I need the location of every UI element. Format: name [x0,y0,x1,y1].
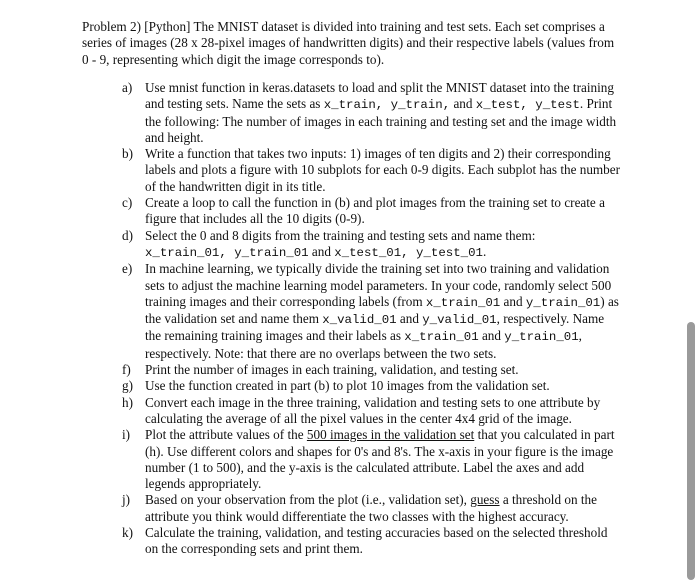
task-f-marker: f) [122,362,131,378]
task-j-text-2: a threshold on the attribute you think would differentiate the two classes with the highest accuracy. [145,492,597,524]
task-h-text-1: Convert each image in the three training, validation and testing sets to one attribute by calculating the average of all the pixel values in the center 4x4 grid of the image. [145,394,601,426]
task-h [122,395,622,428]
task-h-marker: h) [122,394,133,410]
task-e-code-3: x_valid_01 [322,313,397,328]
task-a-text-3: . Print the following: The number of images in each training and testing set and the image width and height. [145,96,617,145]
task-d-marker: d) [122,227,133,243]
task-k [122,525,622,558]
task-f-text-1: Print the number of images in each training, validation, and testing set. [145,362,519,378]
task-a-code-2: x_test, y_test [475,98,580,113]
task-i-text-1: Plot the attribute values of the [145,427,307,443]
problem-intro: Problem 2) [Python] The MNIST dataset is divided into training and test sets. Each set comprises a series of images (28 x 28-pixel images of handwritten digits) and their respective labels (values from 0 - 9, representing which digit the image corresponds to). [82,19,615,67]
task-i [122,427,622,492]
task-a-code-1: x_train, y_train, [323,98,451,113]
task-e-code-6: y_train_01 [504,330,579,345]
task-e-text-5: , respectively. Name the remaining training images and their labels as [145,311,605,344]
task-e-code-2: y_train_01 [525,295,601,310]
task-d-code-2: x_test_01, y_test_01 [334,245,483,260]
task-c-marker: c) [122,195,133,211]
task-a-text-2: and [450,96,476,112]
task-i-underlined: 500 images in the validation set [306,427,475,443]
task-d-text-1: Select the 0 and 8 digits from the training and testing sets and name them: [145,227,536,243]
task-j-text-1: Based on your observation from the plot (i.e., validation set), [145,492,471,508]
task-a [122,80,622,146]
task-k-text-1: Calculate the training, validation, and testing accuracies based on the selected threshold on the corresponding sets and print them. [145,525,608,557]
task-e-text-7: , respectively. Note: that there are no overlaps between the two sets. [145,328,582,361]
task-c-text-1: Create a loop to call the function in (b) and plot images from the training set to create a figure that includes all the 10 digits (0-9). [145,195,605,227]
task-list [122,80,622,558]
task-b-text-1: Write a function that takes two inputs: 1) images of ten digits and 2) their corresponding labels and plots a figure with 10 subplots for each 0-9 digits. Each subplot has the number of the handwritten digit in its title. [145,146,621,194]
task-b [122,146,622,195]
task-d-text-2: and [308,243,335,259]
task-g-marker: g) [122,378,133,394]
task-j-marker: j) [122,492,131,508]
task-a-text-1: Use mnist function in keras.datasets to load and split the MNIST dataset into the training and testing sets. Name the sets as [145,80,614,112]
task-e-text-3: ) as the validation set and name them [145,293,619,327]
task-e-text-6: and [478,328,505,344]
vertical-scrollbar[interactable] [687,322,695,580]
task-c [122,195,622,228]
task-e-code-4: y_valid_01 [422,313,497,328]
task-e-text-4: and [396,311,423,327]
task-f [122,362,622,378]
task-d-code-1: x_train_01, y_train_01 [145,245,309,260]
task-i-text-2: that you calculated in part (h). Use different colors and shapes for 0's and 8's. The x-axis in your figure is the image number (1 to 500), and the y-axis is the calculated attribute. Label the axes and add legends appropriately. [145,427,615,492]
task-g-text-1: Use the function created in part (b) to plot 10 images from the validation set. [145,378,550,394]
task-b-marker: b) [122,146,133,162]
task-a-marker: a) [122,80,133,95]
task-g [122,378,622,394]
task-e-code-1: x_train_01 [425,295,501,310]
task-e-marker: e) [122,261,133,277]
task-k-marker: k) [122,525,133,541]
task-e-text-2: and [500,293,526,309]
task-d [122,228,622,262]
task-e-code-5: x_train_01 [404,330,479,345]
task-d-text-3: . [482,243,487,259]
task-i-marker: i) [122,427,131,443]
task-e [122,261,622,362]
task-j [122,492,622,525]
task-e-text-1: In machine learning, we typically divide the training set into two training and validation sets to adjust the machine learning model parameters. In your code, randomly select 500 training images and their corresponding labels (from [145,261,612,309]
task-j-underlined: guess [470,492,500,508]
